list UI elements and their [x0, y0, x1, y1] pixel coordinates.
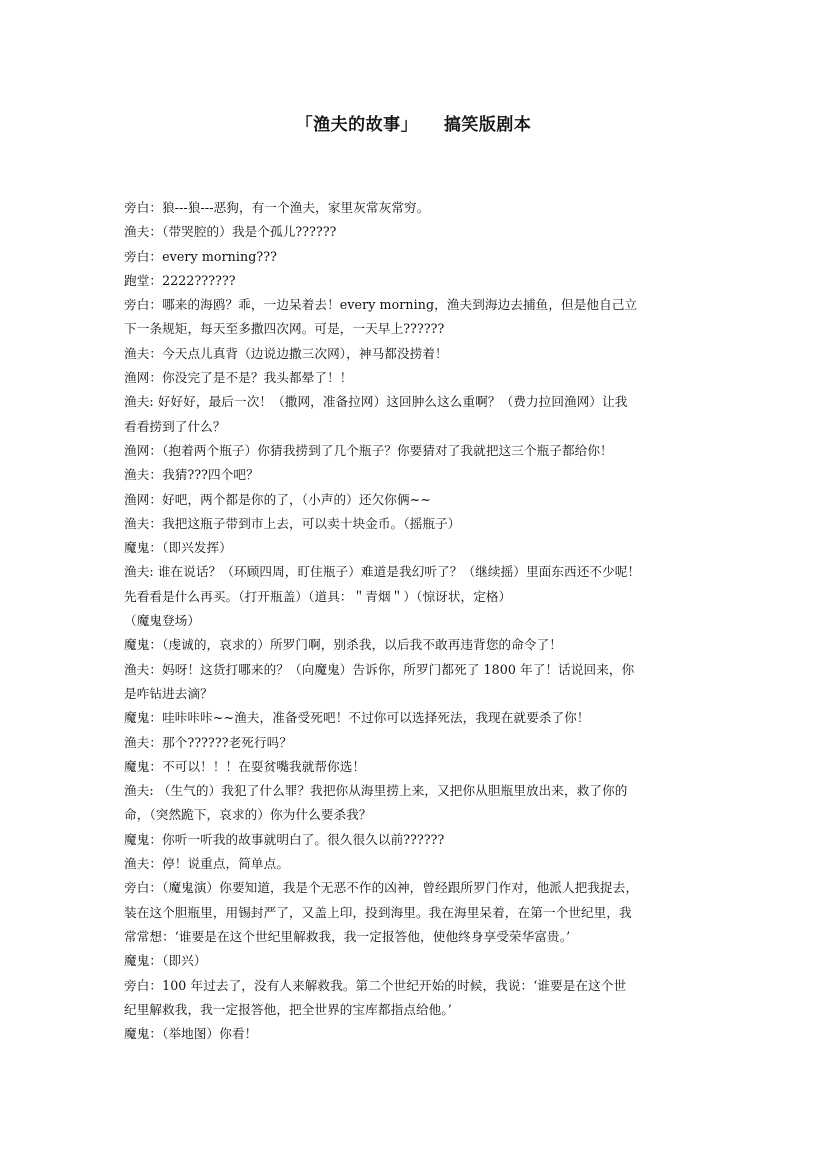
script-line: 纪里解救我，我一定报答他，把全世界的宝库都指点给他。’: [124, 1001, 452, 1017]
script-line: 魔鬼：（即兴发挥）: [124, 540, 232, 556]
script-line: 旁白：100 年过去了，没有人来解救我。第二个世纪开始的时候，我说：‘谁要是在这个世: [124, 977, 627, 993]
script-line: 渔夫: （生气的）我犯了什么罪？我把你从海里捞上来，又把你从胆瓶里放出来，救了你的: [124, 783, 628, 799]
script-line: 渔夫：（带哭腔的）我是个孤儿??????: [124, 224, 337, 240]
script-body: [124, 196, 714, 1046]
script-line: 常常想：‘谁要是在这个世纪里解救我，我一定报答他，使他终身享受荣华富贵。’: [124, 928, 571, 944]
script-line: 渔夫：妈呀！这货打哪来的？（向魔鬼）告诉你，所罗门都死了 1800 年了！话说回来，你: [124, 661, 635, 677]
script-line: 旁白：哪来的海鸥？乖，一边呆着去！every morning，渔夫到海边去捕鱼，但是他自己立: [124, 297, 638, 313]
script-line: 渔夫：那个??????老死行吗？: [124, 734, 293, 750]
page-title: 「渔夫的故事」 搞笑版剧本: [295, 115, 532, 135]
script-line: 是咋钻进去滴？: [124, 685, 213, 701]
script-line: 先看看是什么再买。（打开瓶盖）（道具：＂青烟＂）（惊讶状，定格）: [124, 588, 512, 604]
script-line: 旁白：狼---狼---恶狗，有一个渔夫，家里灰常灰常穷。: [124, 200, 430, 215]
script-line: 渔网：（抱着两个瓶子）你猜我捞到了几个瓶子？你要猜对了我就把这三个瓶子都给你！: [124, 442, 613, 458]
script-line: 下一条规矩，每天至多撒四次网。可是，一天早上??????: [124, 321, 445, 337]
script-line: 渔夫: 好好好，最后一次！（撒网，准备拉网）这回肿么这么重啊？（费力拉回渔网）让我: [124, 394, 628, 410]
script-line: 魔鬼：哇咔咔咔~~渔夫，准备受死吧！不过你可以选择死法，我现在就要杀了你！: [124, 710, 590, 726]
script-line: 魔鬼：不可以！！！在耍贫嘴我就帮你选！: [124, 758, 366, 774]
script-line: 魔鬼：（虔诚的，哀求的）所罗门啊，别杀我，以后我不敢再违背您的命令了！: [124, 637, 562, 653]
script-line: 渔夫：我猜???四个吧？: [124, 467, 259, 483]
script-line: 旁白：every morning???: [124, 248, 277, 264]
script-line: 看看捞到了什么？: [124, 418, 226, 434]
script-line: 跑堂：2222??????: [124, 272, 236, 288]
script-line: 渔网：好吧，两个都是你的了，（小声的）还欠你俩~~: [124, 491, 431, 507]
script-line: 命，（突然跪下，哀求的）你为什么要杀我？: [124, 807, 372, 823]
script-line: 魔鬼：你听一听我的故事就明白了。很久很久以前??????: [124, 831, 445, 847]
script-line: 渔网：你没完了是不是？我头都晕了！！: [124, 370, 353, 386]
script-line: 魔鬼：（即兴）: [124, 953, 207, 969]
script-line: 渔夫: 谁在说话？（环顾四周，盯住瓶子）难道是我幻听了？（继续摇）里面东西还不少呢！: [124, 564, 641, 580]
script-line: 渔夫：停！说重点，简单点。: [124, 856, 290, 872]
script-line: 魔鬼：（举地图）你看！: [124, 1026, 258, 1042]
script-line: 装在这个胆瓶里，用锡封严了，又盖上印，投到海里。我在海里呆着，在第一个世纪里，我: [124, 904, 632, 920]
script-line: 渔夫：我把这瓶子带到市上去，可以卖十块金币。（摇瓶子）: [124, 515, 461, 531]
script-line: （魔鬼登场）: [124, 613, 201, 629]
script-line: 渔夫：今天点儿真背（边说边撒三次网），神马都没捞着！: [124, 345, 448, 361]
script-line: 旁白：（魔鬼演）你要知道，我是个无恶不作的凶神，曾经跟所罗门作对，他派人把我捉去，: [124, 880, 639, 896]
